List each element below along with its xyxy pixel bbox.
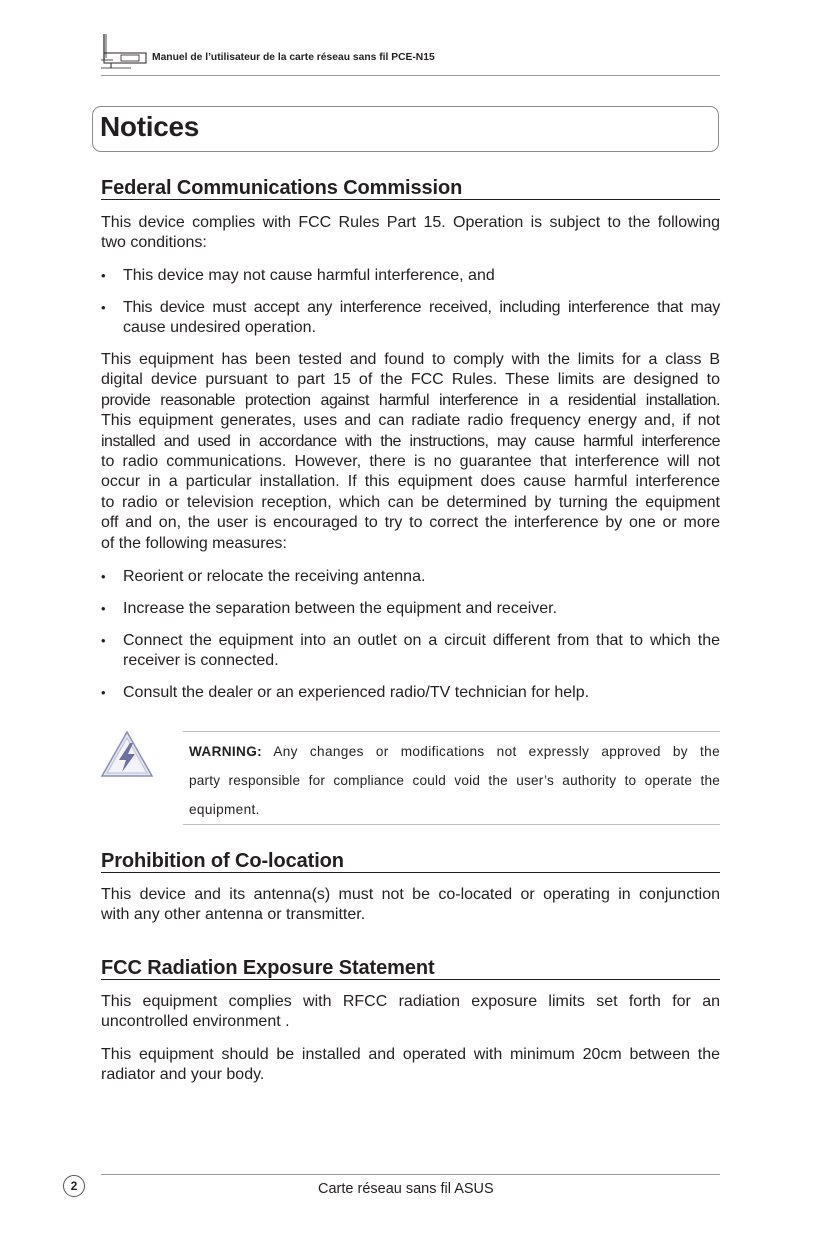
footer-rule — [101, 1174, 720, 1175]
running-header: Manuel de l’utilisateur de la carte réseau sans fil PCE-N15 — [152, 52, 435, 63]
section-heading-colocation: Prohibition of Co-location — [101, 850, 344, 872]
text-line: This equipment should be installed and operated with minimum 20cm between the — [101, 1046, 720, 1063]
warning-rule-bottom — [183, 824, 720, 825]
list-item: Consult the dealer or an experienced radio/TV technician for help. — [123, 684, 590, 701]
text-line: uncontrolled environment . — [101, 1013, 290, 1031]
text-line: with any other antenna or transmitter. — [101, 906, 366, 924]
bullet-icon: • — [101, 268, 106, 283]
fcc-intro — [101, 213, 720, 254]
bullet-icon: • — [101, 300, 106, 315]
text-line: This device must accept any interference received, including interference that may — [123, 299, 720, 316]
radiation-paragraph-1 — [101, 992, 720, 1033]
text-line: to radio or television reception, which can be determined by turning the equipment — [101, 493, 720, 511]
text-line: This device and its antenna(s) must not be co-located or operating in conjunction — [101, 886, 720, 903]
fcc-body-paragraph — [101, 350, 720, 554]
bullet-icon: • — [101, 633, 106, 648]
text-line: cause undesired operation. — [123, 319, 317, 337]
text-line: radiator and your body. — [101, 1066, 265, 1084]
text-line: equipment. — [189, 802, 260, 817]
text-line: This equipment generates, uses and can radiate radio frequency energy and, if not — [101, 412, 720, 430]
footer-text: Carte réseau sans fil ASUS — [318, 1181, 494, 1197]
text-line: This equipment complies with RFCC radiation exposure limits set forth for an — [101, 993, 720, 1010]
bullet-icon: • — [101, 569, 106, 584]
warning-label: WARNING: — [189, 744, 263, 759]
list-item — [123, 298, 720, 339]
section-rule — [101, 979, 720, 980]
text-line: Connect the equipment into an outlet on a circuit different from that to which the — [123, 632, 720, 649]
text-line: WARNING: Any changes or modifications not expressly approved by the — [189, 744, 720, 759]
list-item — [123, 631, 720, 672]
section-heading-fcc: Federal Communications Commission — [101, 177, 463, 199]
text-line: off and on, the user is encouraged to try to correct the interference by one or more — [101, 514, 720, 532]
page-number: 2 — [63, 1175, 85, 1197]
text-line: two conditions: — [101, 234, 207, 252]
section-rule — [101, 199, 720, 200]
text-line: to radio communications. However, there is no guarantee that interference will not — [101, 453, 720, 471]
text-line: party responsible for compliance could void the user’s authority to operate the — [189, 773, 720, 788]
radiation-paragraph-2 — [101, 1045, 720, 1086]
colocation-paragraph — [101, 885, 720, 926]
text-line: provide reasonable protection against harmful interference in a residential installation. — [101, 391, 720, 409]
text-line: installed and used in accordance with the instructions, may cause harmful interference — [101, 432, 720, 450]
network-card-icon — [101, 33, 147, 71]
page-title: Notices — [100, 111, 200, 142]
list-item: Reorient or relocate the receiving antenna. — [123, 568, 426, 585]
text-line: digital device pursuant to part 15 of the FCC Rules. These limits are designed to — [101, 371, 720, 389]
text-line: This device complies with FCC Rules Part 15. Operation is subject to the following — [101, 214, 720, 231]
list-item: This device may not cause harmful interference, and — [123, 267, 495, 284]
text-line: occur in a particular installation. If this equipment does cause harmful interference — [101, 473, 720, 491]
warning-triangle-icon — [100, 730, 154, 778]
text-line: receiver is connected. — [123, 652, 279, 670]
warning-text — [189, 737, 720, 824]
bullet-icon: • — [101, 685, 106, 700]
section-rule — [101, 872, 720, 873]
text-line: This equipment has been tested and found to comply with the limits for a class B — [101, 351, 720, 368]
list-item: Increase the separation between the equipment and receiver. — [123, 600, 558, 617]
text-line: of the following measures: — [101, 534, 287, 552]
section-heading-radiation: FCC Radiation Exposure Statement — [101, 957, 435, 979]
warning-rule-top — [183, 731, 720, 732]
header-rule — [101, 75, 720, 76]
bullet-icon: • — [101, 601, 106, 616]
